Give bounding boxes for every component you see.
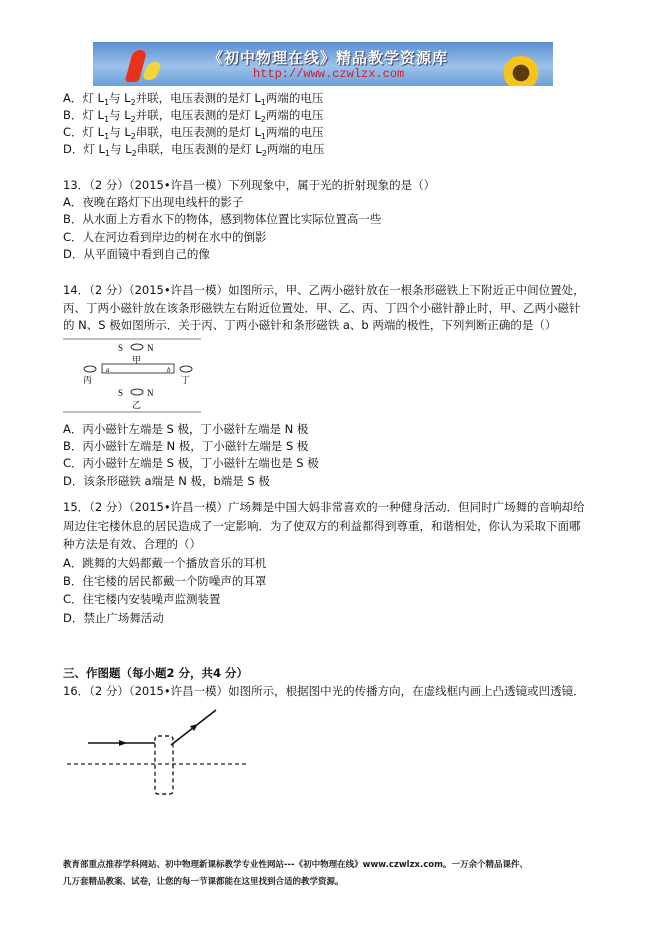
q14-magnet-figure — [63, 338, 203, 414]
option-text: 与 L — [109, 125, 131, 139]
subscript: 1 — [260, 98, 266, 107]
sunflower-image — [498, 56, 544, 86]
jia-label: 甲 — [132, 355, 142, 365]
option-text: 与 L — [110, 142, 132, 156]
q13-option-b: B．从水面上方看水下的物体，感到物体位置比实际位置高一些 — [63, 212, 382, 226]
option-text: 两端的电压 — [266, 125, 324, 139]
option-text: 并联，电压表测的是灯 L — [135, 108, 261, 122]
q15-option-b: B．住宅楼的居民都戴一个防噪声的耳罩 — [63, 574, 267, 588]
compass-bing-icon — [84, 366, 96, 372]
option-text: 与 L — [109, 108, 131, 122]
q15-stem-line1: 15．（2 分）（2015•许昌一模）广场舞是中国大妈非常喜欢的一种健身活动．但同时广场舞的音响却给 — [63, 500, 585, 514]
option-text: 两端的电压 — [265, 108, 324, 122]
q13-option-d: D．从平面镜中看到自己的像 — [63, 247, 210, 261]
option-text: 并联，电压表测的是灯 L — [135, 91, 261, 105]
section-heading: 三、作图题（每小题2 分，共4 分） — [63, 666, 249, 680]
footer-line1: 教育部重点推荐学科网站、初中物理新课标教学专业性网站---《初中物理在线》www.czwlzx.com。一万余个精品课件、 — [63, 860, 528, 870]
q14-option-b: B．丙小磁针左端是 N 极，丁小磁针左端是 S 极 — [63, 439, 309, 453]
subscript: 1 — [104, 149, 111, 158]
q16-stem: 16．（2 分）（2015•许昌一模）如图所示，根据图中光的传播方向，在虚线框内画上凸透镜或凹透镜． — [63, 684, 585, 698]
subscript: 2 — [260, 115, 266, 124]
q14-option-d: D．该条形磁铁 a端是 N 极，b端是 S 极 — [63, 474, 270, 488]
header-banner — [93, 42, 553, 86]
bing-label: 丙 — [83, 375, 93, 385]
q15-stem-line3: 种方法是有效、合理的（） — [63, 537, 201, 551]
option-text: 两端的电压 — [266, 142, 325, 156]
subscript: 1 — [104, 132, 110, 141]
q14-option-a: A．丙小磁针左端是 S 极，丁小磁针左端是 N 极 — [63, 422, 309, 436]
jia-s-label: S — [118, 343, 124, 353]
q14-option-c: C．丙小磁针左端是 S 极，丁小磁针左端也是 S 极 — [63, 456, 319, 470]
option-text: C．灯 L — [63, 125, 105, 139]
dashed-lens-box — [155, 736, 173, 794]
footer-line2: 几万套精品教案、试卷，让您的每一节课都能在这里找到合适的教学资源。 — [63, 877, 344, 887]
option-text: B．灯 L — [63, 108, 104, 122]
yi-n-label: N — [147, 388, 154, 398]
q16-lens-figure — [63, 702, 253, 798]
q15-option-a: A．跳舞的大妈都戴一个播放音乐的耳机 — [63, 556, 267, 570]
q14-stem-line2: 丙、丁两小磁针放在该条形磁铁左右附近位置处．甲、乙、丙、丁四个小磁针静止时，甲、乙两小磁针 — [63, 301, 581, 315]
banner-title: 《初中物理在线》精品教学资源库 — [208, 49, 449, 67]
subscript: 2 — [131, 149, 137, 158]
q13-option-a: A．夜晚在路灯下出现电线杆的影子 — [63, 195, 244, 209]
option-text: 串联，电压表测的是灯 L — [136, 142, 262, 156]
compass-yi-icon — [131, 389, 143, 395]
option-text: 串联，电压表测的是灯 L — [135, 125, 261, 139]
q14-stem-line1: 14．（2 分）（2015•许昌一模）如图所示，甲、乙两小磁针放在一根条形磁铁上下附近正中间位置处， — [63, 283, 585, 297]
q12-option-d — [63, 141, 324, 162]
q13-stem: 13．（2 分）（2015•许昌一模）下列现象中，属于光的折射现象的是（） — [63, 178, 436, 192]
subscript: 1 — [103, 98, 110, 107]
subscript: 2 — [261, 149, 267, 158]
q15-option-c: C．住宅楼内安装噪声监测装置 — [63, 592, 221, 606]
compass-jia-icon — [131, 344, 143, 350]
option-text: A．灯 L — [63, 91, 104, 105]
q14-stem-line3: 的 N、S 极如图所示．关于丙、丁两小磁针和条形磁铁 a、b 两端的极性，下列判断正确的是（） — [63, 318, 557, 332]
subscript: 1 — [260, 132, 266, 141]
compass-ding-icon — [180, 366, 192, 372]
ding-label: 丁 — [181, 375, 191, 385]
end-b-label: b — [167, 366, 171, 374]
end-a-label: a — [106, 366, 110, 374]
subscript: 1 — [103, 115, 110, 124]
logo-mark-secondary — [142, 62, 163, 80]
bar-magnet — [102, 364, 174, 373]
option-text: D．灯 L — [63, 142, 105, 156]
arrow-icon — [119, 740, 127, 746]
jia-n-label: N — [147, 343, 154, 353]
subscript: 2 — [130, 115, 136, 124]
q13-option-c: C．人在河边看到岸边的树在水中的倒影 — [63, 230, 267, 244]
option-text: 两端的电压 — [265, 91, 324, 105]
q15-stem-line2: 周边住宅楼休息的居民造成了一定影响．为了使双方的利益都得到尊重，和谐相处，你认为采取下面哪 — [63, 519, 581, 533]
option-text: 与 L — [109, 91, 131, 105]
subscript: 2 — [130, 98, 136, 107]
banner-url: http://www.czwlzx.com — [253, 67, 405, 81]
yi-s-label: S — [118, 388, 124, 398]
subscript: 2 — [130, 132, 136, 141]
yi-label: 乙 — [132, 400, 142, 410]
q15-option-d: D．禁止广场舞活动 — [63, 611, 164, 625]
